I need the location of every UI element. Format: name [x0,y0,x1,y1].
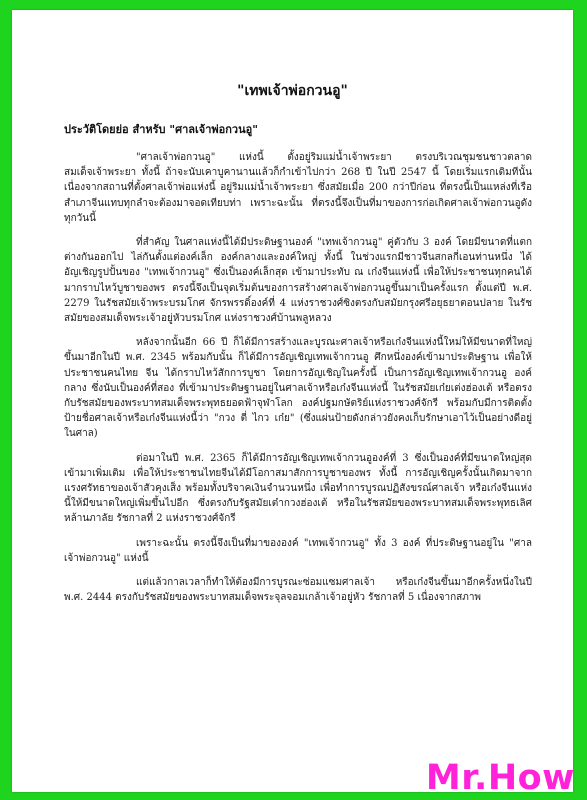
paragraph-2: ที่สำคัญ ในศาลแห่งนี้ได้มีประดิษฐานองค์ "เทพเจ้ากวนอู" คู่ตัวกับ 3 องค์ โดยมีขนาดที่แตกต่างกันออกไป ไล่กันตั้งแต่องค์เล็ก องค์กลางและองค์ใหญ่ ทั้งนี้ ในช่วงแรกมีชาวจีนสกลกี่เอนท่านหนึ่ง ได้อัญเชิญรูปปั้นของ "เทพเจ้ากวนอู" ซึ่งเป็นองค์เล็กสุด เข้ามาประทับ ณ เก๋งจีนแห่งนี้ เพื่อให้ประชาชนทุกคนได้มากราบไหว้บูชาของพร ตรงนี้จึงเป็นจุดเริ่มต้นของการสร้างศาลเจ้าพ่อกวนอูขึ้นมาเป็นครั้งแรก ตั้งแต่ปี พ.ศ. 2279 ในรัชสมัยเจ้าพระบรมโกศ จักรพรรดิ์องค์ที่ 4 แห่งราชวงศ์ซิงตรงกับสมัยกรุงศรีอยุธยาตอนปลาย ในรัชสมัยของสมเด็จพระเจ้าอยู่หัวบรมโกศ แห่งราชวงศ์บ้านพลูหลวง [64,237,532,325]
paragraph-5: เพราะฉะนั้น ตรงนี้จึงเป็นที่มาขององค์ "เทพเจ้ากวนอู" ทั้ง 3 องค์ ที่ประดิษฐานอยู่ใน "ศาลเจ้าพ่อกวนอู" แห่งนี้ [64,537,532,564]
document-body [64,150,532,614]
paragraph-1: "ศาลเจ้าพ่อกวนอู" แห่งนี้ ตั้งอยู่ริมแม่น้ำเจ้าพระยา ตรงบริเวณชุมชนชาวตลาดสมเด็จเจ้าพระยา ทั้งนี้ ถ้าจะนับเคาบูคานานแล้วก็กำเข้าไปกว่า 268 ปี ในปี 2547 นี้ โดยเริ่มแรกเดิมทีนั้นเนื่องจากสถานที่ตั้งศาลเจ้าพ่อแห่งนี้ อยู่ริมแม่น้ำเจ้าพระยา ซึ่งสมัยเมื่อ 200 กว่าปีก่อน ที่ตรงนี้เป็นแหล่งที่เรือสำเภาจีนแทบทุกลำจะต้องมาจอดเทียบท่า เพราะฉะนั้น ที่ตรงนี้จึงเป็นที่มาของการก่อเกิดศาลเจ้าพ่อกวนอูดังทุกวันนี้ [64,152,532,224]
document-subtitle: ประวัติโดยย่อ สำหรับ "ศาลเจ้าพ่อกวนอู" [64,123,258,136]
watermark-text: Mr.How [425,758,575,798]
document-page [12,10,573,792]
document-title: "เทพเจ้าพ่อกวนอู" [237,83,348,99]
paragraph-3: หลังจากนั้นอีก 66 ปี ก็ได้มีการสร้างและบูรณะศาลเจ้าหรือเก๋งจีนแห่งนี้ใหม่ให้มีขนาดที่ใหญ่ขึ้นมาอีกในปี พ.ศ. 2345 พร้อมกับนั้น ก็ได้มีการอัญเชิญเทพเจ้ากวนอู ศึกหนึ่งองค์เข้ามาประดิษฐาน เพื่อให้ประชาชนคนไทย จีน ได้กราบไหว้สักการบูชา โดยการอัญเชิญในครั้งนี้ เป็นการอัญเชิญเทพเจ้ากวนอู องค์กลาง ซึ่งนับเป็นองค์ที่สอง ที่เข้ามาประดิษฐานอยู่ในศาลเจ้าหรือเก๋งจีนแห่งนี้ ในรัชสมัยเก๋ยเต่งฮ่องเต้ หรือตรงกับรัชสมัยของพระบาทสมเด็จพระพุทธยอดฟ้าจุฬาโลก องค์ปฐมกษัตริย์แห่งราชวงศ์จักรี พร้อมกับมีการติดตั้งป้ายชื่อศาลเจ้าหรือเก๋งจีนแห่งนี้ว่า "กวง ตี่ ไกว เก๋ย" (ซึ่งแผ่นป้ายดังกล่าวยังคงเก็บรักษาเอาไว้เป็นอย่างดีอยู่ในศาล) [64,337,532,440]
paragraph-6: แต่แล้วกาลเวลาก็ทำให้ต้องมีการบูรณะซ่อมแซมศาลเจ้า หรือเก๋งจีนขึ้นมาอีกครั้งหนึ่งในปี พ.ศ. 2444 ตรงกับรัชสมัยของพระบาทสมเด็จพระจุลจอมเกล้าเจ้าอยู่หัว รัชกาลที่ 5 เนื่องจากสภาพ [64,577,532,604]
paragraph-4: ต่อมาในปี พ.ศ. 2365 ก็ได้มีการอัญเชิญเทพเจ้ากวนอูองค์ที่ 3 ซึ่งเป็นองค์ที่มีขนาดใหญ่สุดเข้ามาเพิ่มเติม เพื่อให้ประชาชนไทยจีนได้มีโอกาสมาสักการบูชาของพร ทั้งนี้ การอัญเชิญครั้งนั้นเกิดมาจากแรงศรัทธาของเจ้าสัวคุงเส็ง พร้อมทั้งบริจาคเงินจำนวนหนึ่ง เพื่อทำการบูรณปฏิสังขรณ์ศาลเจ้า หรือเก๋งจีนแห่งนี้ให้มีขนาดใหญ่เพิ่มขึ้นไปอีก ซึ่งตรงกับรัฐสมัยเต๋ากวงฮ่องเต้ หรือในรัชสมัยของพระบาทสมเด็จพระพุทธเลิศหล้านภาลัย รัชกาลที่ 2 แห่งราชวงศ์จักรี [64,452,532,525]
